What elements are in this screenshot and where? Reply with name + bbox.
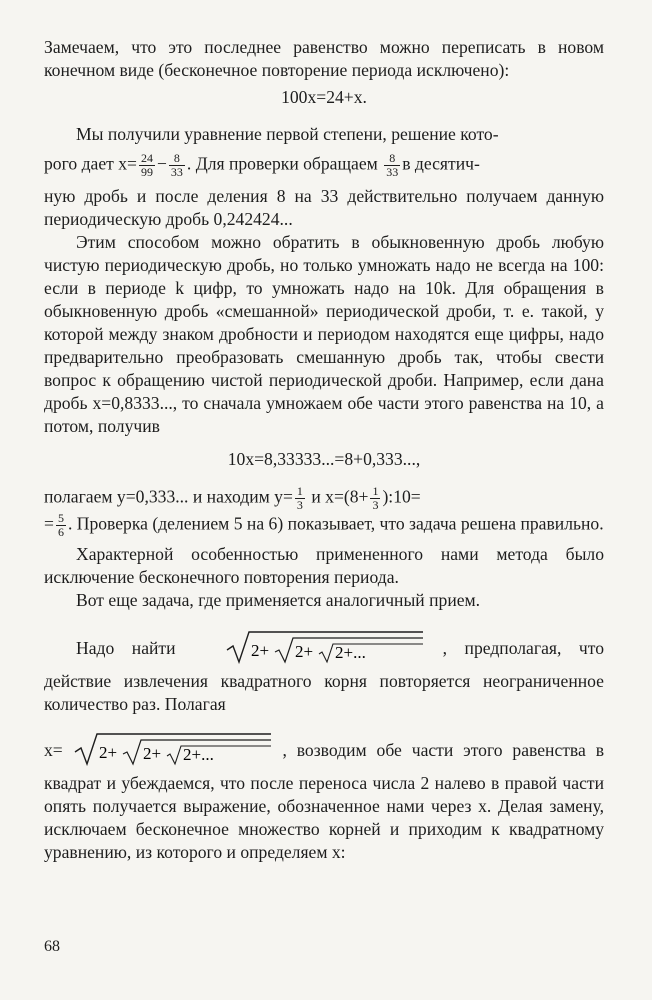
fraction-5-6: $\frac{5}{6}$: [57, 511, 64, 539]
paragraph-2a: Мы получили уравнение первой степени, решение кото-: [76, 124, 499, 144]
page-body: [44, 36, 604, 864]
fraction-24-99: $\frac{24}{99}$: [140, 151, 153, 179]
svg-text:2+: 2+: [142, 744, 161, 763]
paragraph-5: Характерной особенностью примененного нами метода было исключение бесконечного повторения периода.: [44, 544, 604, 587]
svg-text:2+...: 2+...: [182, 745, 214, 764]
nested-radical-1-svg: [225, 630, 425, 664]
nested-radical-2: [73, 732, 273, 772]
paragraph-7: [44, 630, 604, 716]
paragraph-6: Вот еще задача, где применяется аналогичный прием.: [76, 590, 481, 610]
p4c: ):10=: [382, 486, 421, 507]
paragraph-8: [44, 732, 604, 864]
p4b: и x=(8+: [311, 486, 369, 507]
paragraph-3: Этим способом можно обратить в обыкновенную дробь любую чистую периодическую дробь, но только умножать надо не всегда на 100: если в периоде k цифр, то умножать надо на 10k. Для обращения в обыкновенную дробь «смешанной» периодической дроби, т. е. такой, у которой между знаком дробности и периодом находятся еще цифры, надо предварительно преобразовать смешанную дробь так, чтобы свести вопрос к обращению чистой периодической дроби. Например, если дана дробь x=0,8333..., то сначала умножаем обе части этого равенства на 10, а потом, получив: [44, 232, 604, 436]
page-number: 68: [44, 938, 60, 955]
p7b: , предполагая, что действие извлечения квадратного корня повторяется неограниченное количество раз. Полагая: [44, 638, 604, 714]
paragraph-4: [44, 485, 604, 539]
p4a: полагаем y=0,333... и находим y=: [44, 486, 293, 507]
fraction-8-33-a: $\frac{8}{33}$: [170, 151, 183, 179]
fraction-1-3-b: $\frac{1}{3}$: [372, 484, 379, 512]
p2b-mid: . Для проверки обращаем: [186, 153, 378, 174]
nested-radical-1: [193, 630, 425, 670]
fraction-8-33-b: $\frac{8}{33}$: [386, 151, 399, 179]
p7a: Надо найти: [76, 638, 176, 659]
paragraph-2c: ную дробь и после деления 8 на 33 действительно получаем данную периодическую дробь 0,242424...: [44, 186, 604, 229]
fraction-1-3-a: $\frac{1}{3}$: [296, 484, 303, 512]
paragraph-2b: рого дает x= $\frac{24}{99}$ − $\frac{8}{33}$ . Для проверки обращаем $\frac{8}{33}$ в десятич-: [44, 151, 480, 179]
p2b-post: в десятич-: [402, 153, 480, 174]
p4d-pre: =: [44, 513, 54, 534]
svg-text:2+: 2+: [295, 642, 314, 661]
equation-1: 100x=24+x.: [281, 87, 367, 107]
p4d: . Проверка (делением 5 на 6) показывает, что задача решена правильно.: [67, 513, 604, 534]
paragraph-1: Замечаем, что это последнее равенство можно переписать в новом конечном виде (бесконечное повторение периода исключено):: [44, 37, 604, 80]
svg-text:2+: 2+: [251, 641, 270, 660]
p8b: , возводим обе части этого равенства в квадрат и убеждаемся, что после переноса числа 2 налево в правой части опять получается выражение, обозначенное нами через x. Делая замену, исключаем бесконечное множество корней и приходим к квадратному уравнению, из которого и определяем x:: [44, 740, 604, 862]
equation-2: 10x=8,33333...=8+0,333...,: [227, 449, 421, 469]
svg-text:2+: 2+: [98, 743, 117, 762]
svg-text:2+...: 2+...: [335, 643, 366, 662]
p8a: x=: [44, 740, 63, 761]
nested-radical-2-svg: [73, 732, 273, 766]
p2b-pre: рого дает x=: [44, 153, 137, 174]
